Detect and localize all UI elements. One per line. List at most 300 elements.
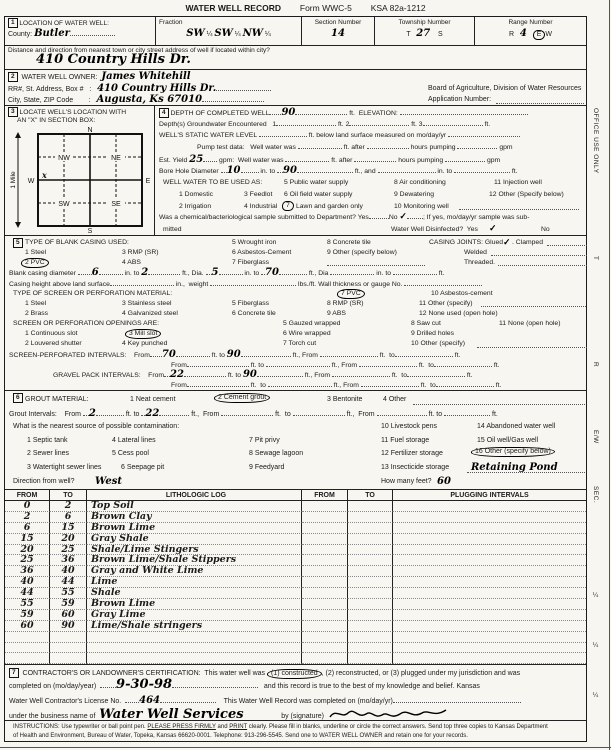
dotted-blank (259, 130, 307, 137)
plug-from-cell (302, 534, 348, 545)
handwritten-text: 90 (226, 348, 241, 360)
print-text: TYPE OF SCREEN OR PERFORATION MATERIAL: (13, 289, 173, 297)
litho-to-cell: 60 (50, 610, 87, 621)
margin-r-label: R (592, 362, 599, 368)
print-text: lbs./ft. Wall thickness or gauge No. (296, 280, 405, 288)
dotted-blank (78, 268, 92, 275)
plug-to-cell (348, 534, 393, 545)
township-cell (375, 17, 475, 45)
dotted-blank (221, 409, 273, 416)
print-text: Lawn and garden only (296, 202, 363, 210)
from2-header: FROM (302, 490, 348, 500)
litho-description-cell: Brown Lime (87, 599, 302, 610)
dotted-blank (176, 350, 210, 357)
dotted-blank (160, 696, 216, 703)
handwritten-text-large: 410 Country Hills Dr. (36, 52, 191, 67)
sw-quadrant-label: SW (58, 201, 70, 208)
dotted-blank (454, 166, 510, 173)
print-text: 9 Other (specify below) (327, 249, 397, 257)
print-text: 4 ABS (122, 259, 141, 267)
handwritten-text: 60 (437, 475, 451, 487)
print-text: CONTRACTOR'S OR LANDOWNER'S CERTIFICATION: This water well was (18, 670, 267, 677)
dotted-blank (125, 696, 139, 703)
margin-sec-label: SEC. (592, 486, 599, 504)
plug-to-cell (348, 555, 393, 566)
print-text: and this record is true to the best of my knowledge and belief. Kansas (258, 683, 480, 691)
litho-to-cell: 55 (50, 588, 87, 599)
dotted-blank (377, 409, 427, 416)
print-text: ft. ELEVATION: (347, 110, 400, 117)
dotted-blank (266, 360, 330, 367)
print-text: What is the nearest source of possible contamination: (13, 423, 180, 431)
gravel-pack-intervals-2 (9, 380, 586, 390)
pen-circled-option: 7 (282, 201, 294, 211)
print-text: 2 Louvered shutter (25, 340, 82, 348)
print-text: . Clamped (512, 239, 543, 246)
litho-description-cell: Brown Lime/Shale Stippers (87, 555, 302, 566)
handwritten-text: 25 (189, 153, 204, 165)
print-text: ft. after (341, 144, 367, 152)
east-label: E (145, 178, 151, 185)
print-text: 6 Wire wrapped (283, 330, 331, 338)
litho-table-row (5, 653, 586, 664)
litho-from-cell (5, 653, 50, 664)
print-text: Application Number: (428, 96, 492, 103)
plug-from-cell (302, 512, 348, 523)
litho-to-cell (50, 643, 87, 654)
dotted-blank (369, 212, 389, 219)
litho-from-cell: 40 (5, 577, 50, 588)
plug-to-cell (348, 610, 393, 621)
ne-quadrant-label: NE (111, 155, 121, 162)
range-label (478, 18, 583, 27)
litho-description-cell (87, 632, 302, 643)
print-text: Blank casing diameter (9, 270, 78, 278)
print-text: and (215, 724, 230, 730)
litho-to-cell (50, 653, 87, 664)
from-header: FROM (5, 490, 50, 500)
range-value (478, 27, 583, 43)
print-text: ft., and (352, 168, 378, 176)
dotted-blank (187, 360, 249, 367)
print-text: ft. (464, 371, 473, 379)
litho-from-cell: 59 (5, 610, 50, 621)
dotted-blank (361, 380, 419, 387)
plug-interval-cell (393, 512, 586, 523)
print-text: 9 Dewatering (394, 190, 435, 198)
print-text: 2 Brass (25, 309, 49, 317)
litho-description-cell: Gray Shale (87, 534, 302, 545)
mile-arrow-up (15, 132, 21, 138)
plug-interval-cell (393, 555, 586, 566)
litho-table-row (5, 643, 586, 654)
plug-interval-cell (393, 545, 586, 556)
litho-to-cell: 90 (50, 621, 87, 632)
print-text: Welded (464, 249, 489, 257)
print-text: LOCATION OF WATER WELL: (17, 20, 109, 27)
handwritten-text: 6 (91, 267, 99, 279)
dotted-blank (404, 279, 482, 286)
print-text: DEPTH OF COMPLETED WELL (168, 110, 270, 117)
fraction-cell (156, 17, 302, 45)
plug-interval-cell (393, 501, 586, 512)
print-text: T (406, 31, 417, 38)
litho-to-cell: 25 (50, 545, 87, 556)
nw-quadrant-label: NW (58, 155, 70, 162)
print-text: 9 Feedyard (249, 463, 285, 471)
table-body (5, 501, 586, 664)
pen-circled-option: 2 Cement grout (214, 393, 270, 403)
screen-perforated-intervals-2 (9, 360, 586, 370)
print-text: ft. to (389, 371, 407, 379)
plugging-intervals-header: PLUGGING INTERVALS (450, 492, 529, 499)
print-text: ft. to (209, 351, 227, 359)
print-text: Was a chemical/bacteriological sample submitted to Department? Yes (159, 214, 369, 222)
pump-test-line (159, 142, 586, 154)
litho-description-cell (87, 643, 302, 654)
dotted-blank (448, 130, 520, 137)
print-text: in., weight (173, 280, 211, 288)
dotted-blank (436, 380, 494, 387)
dotted-blank (477, 341, 587, 348)
print-text: 1 Septic tank (27, 436, 68, 444)
certification-line-4 (9, 707, 586, 723)
print-text: ft., From (331, 381, 361, 389)
print-text: 8 Concrete tile (327, 239, 371, 246)
print-text: ft. to (416, 361, 434, 369)
plug-to-cell (348, 653, 393, 664)
dotted-blank (148, 268, 180, 275)
dotted-blank (413, 398, 585, 405)
plug-to-cell (348, 577, 393, 588)
blank-casing-header-line (9, 238, 586, 248)
handwritten-text: Augusta, Ks 67010 (96, 94, 203, 105)
print-text: in. to (374, 270, 393, 278)
print-text: 8 Saw cut (411, 320, 441, 328)
dotted-blank (202, 95, 264, 102)
dotted-blank (216, 84, 271, 91)
print-text: 1 Neat cement (130, 396, 176, 403)
print-text: 7 Pit privy (249, 436, 280, 444)
dotted-blank (367, 142, 409, 149)
print-text: ft. (452, 351, 461, 359)
print-text: W (545, 31, 552, 38)
plug-interval-cell (393, 534, 586, 545)
fraction-value (159, 27, 298, 43)
dotted-blank (219, 268, 243, 275)
handwritten-text: 5 (211, 267, 219, 279)
print-text: From (171, 361, 187, 369)
handwritten-text: 90 (242, 368, 257, 380)
screen-perforated-intervals-1 (9, 350, 586, 360)
print-text: 12 None used (open hole) (419, 309, 498, 317)
form-title (0, 3, 611, 13)
handwritten-text: Butler (34, 28, 70, 39)
litho-description-cell: Lime (87, 577, 302, 588)
plug-to-cell (348, 643, 393, 654)
grout-material-line (9, 393, 586, 407)
print-text: by (signature) (269, 713, 328, 721)
margin-t-label: T (592, 256, 599, 261)
handwritten-text: 2 (88, 407, 96, 419)
handwritten-text: 70 (265, 267, 279, 279)
section-number-box: 1 (8, 18, 18, 28)
dotted-blank (359, 360, 417, 367)
print-text: How many feet? (381, 477, 434, 485)
office-use-only-label: OFFICE USE ONLY (592, 108, 599, 174)
litho-from-cell: 60 (5, 621, 50, 632)
dotted-blank (457, 142, 497, 149)
openings-options-2 (9, 339, 586, 349)
section-7-certification (5, 664, 586, 723)
litho-to-cell: 20 (50, 534, 87, 545)
dotted-blank (407, 370, 465, 377)
print-text: 10 Asbestos-cement (431, 289, 493, 297)
bold-print-text: WATER WELL RECORD (185, 3, 281, 13)
handwritten-text: 22 (170, 368, 184, 380)
casing-options-line-1 (9, 248, 586, 258)
margin-ew-label: E/W (592, 430, 599, 444)
handwritten-text: 90 (281, 107, 296, 118)
print-text: 5 Public water supply (284, 179, 349, 187)
print-text: 9 ABS (327, 309, 346, 317)
underlined-print-text: PLEASE PRESS FIRMLY (147, 724, 216, 730)
dotted-blank (96, 409, 124, 416)
print-text: Est. Yield (159, 156, 190, 164)
print-text: Grout Intervals: From (9, 410, 83, 418)
pen-checkmark: ✓ (489, 223, 497, 234)
section-box-diagram (5, 126, 155, 234)
print-text: 3 Bentonite (327, 396, 363, 403)
print-text: 3 RMP (SR) (122, 249, 159, 257)
print-text: WATER WELL OWNER: (17, 74, 102, 81)
dotted-blank (444, 409, 490, 416)
screen-material-options-1 (9, 299, 586, 309)
dotted-blank (184, 370, 226, 377)
scan-edge-right (609, 0, 610, 750)
print-text: Direction from well? (13, 477, 75, 485)
dotted-blank (481, 300, 586, 307)
dotted-blank (268, 380, 332, 387)
form-border (4, 16, 587, 742)
dotted-blank (100, 681, 116, 688)
litho-from-cell: 2 (5, 512, 50, 523)
print-text: ft., From (329, 361, 359, 369)
print-text: ft. to (225, 371, 243, 379)
print-text: AN "X" IN SECTION BOX: (17, 117, 96, 124)
print-text: 11 None (open hole) (499, 320, 561, 328)
litho-to-cell: 40 (50, 566, 87, 577)
plug-to-cell (348, 512, 393, 523)
litho-from-cell: 6 (5, 523, 50, 534)
print-text: 5 Fiberglass (232, 299, 270, 307)
print-text: Township Number (398, 19, 451, 26)
print-text: LOCATE WELL'S LOCATION WITH (17, 109, 127, 116)
print-text: of Health and Environment, Bureau of Water, Topeka, Kansas 66620-0001. Telephone: 913-296-5545. Send one to WATER WELL OWNER and retain one for your records. (13, 733, 468, 739)
plug-to-cell (348, 523, 393, 534)
dotted-blank (459, 203, 579, 210)
print-text: No (388, 214, 400, 222)
handwritten-text-large: 9-30-98 (116, 677, 173, 693)
print-text: 12 Other (Specify below) (489, 190, 564, 198)
margin-quarter-label-2: ¼ (592, 642, 599, 650)
print-text: GROUT MATERIAL: (25, 396, 89, 403)
dotted-blank (498, 259, 587, 266)
litho-from-cell (5, 643, 50, 654)
township-label (378, 18, 471, 27)
litho-description-cell: Gray and White Lime (87, 566, 302, 577)
print-text: 6 Asbestos-Cement (232, 249, 292, 257)
plug-from-cell (302, 555, 348, 566)
dotted-blank (393, 696, 521, 703)
plug-to-cell (348, 599, 393, 610)
print-text: 3 Stainless steel (122, 299, 172, 307)
print-text: Pump test data: Well water was (197, 144, 298, 152)
print-text: 8 RMP (SR) (327, 299, 364, 307)
section-1-location (5, 17, 586, 45)
print-text: Range Number (508, 19, 553, 26)
print-text: Threaded. (464, 259, 495, 267)
print-text: ft., Dia. (180, 270, 206, 278)
handwritten-text: SW (186, 28, 205, 39)
print-text: 6 Seepage pit (121, 463, 165, 471)
handwritten-text: West (95, 475, 123, 487)
plug-from-cell (302, 632, 348, 643)
dotted-blank (547, 239, 587, 246)
dotted-blank (378, 166, 436, 173)
dotted-blank (491, 249, 587, 256)
plug-from-cell (302, 610, 348, 621)
dotted-blank (297, 166, 353, 173)
print-text: SCREEN OR PERFORATION OPENINGS ARE: (13, 320, 160, 328)
dotted-blank (99, 268, 123, 275)
print-text: Section Number (314, 19, 362, 26)
print-text: 1 Continuous slot (25, 330, 78, 338)
print-text: 3 Watertight sewer lines (27, 463, 102, 471)
pen-circled-option: 16 Other (specify below) (471, 447, 555, 457)
print-text: 5 Gauzed wrapped (283, 320, 341, 328)
dotted-blank (70, 29, 115, 36)
print-text: in. to (258, 168, 278, 176)
dotted-blank (295, 108, 347, 115)
se-quadrant-label: SE (111, 201, 121, 208)
litho-description-cell: Brown Lime (87, 523, 302, 534)
print-text: Distance and direction from nearest town or city street address of well if located within city? (8, 47, 270, 54)
print-text: in. to (435, 168, 455, 176)
section-number-value (305, 27, 371, 43)
dotted-blank (298, 142, 342, 149)
pen-circled-option: 2 PVC (21, 258, 49, 268)
dotted-blank (327, 259, 425, 266)
dotted-blank (159, 409, 189, 416)
scan-edge-bottom (0, 747, 611, 748)
print-text: RR#, St. Address, Box # : (8, 85, 98, 93)
print-text: 1 Domestic (179, 190, 213, 198)
plug-interval-cell (393, 610, 586, 621)
dotted-blank (400, 108, 528, 115)
county-field (8, 27, 152, 43)
litho-to-cell: 2 (50, 501, 87, 512)
print-text: gpm (497, 144, 513, 152)
print-text: ft. (436, 270, 445, 278)
litho-table-row (5, 632, 586, 643)
dotted-blank (150, 350, 162, 357)
print-text: ft., From (290, 351, 320, 359)
one-mile-label: 1 Mile (10, 171, 17, 189)
plug-from-cell (302, 501, 348, 512)
pen-checkmark: ✓ (503, 238, 511, 248)
section-number-box: 7 (9, 668, 19, 678)
print-text: Fraction (159, 19, 183, 26)
handwritten-text: James Whitehill (101, 71, 191, 82)
plug-from-cell (302, 599, 348, 610)
well-use-header-line (159, 177, 586, 189)
print-text: ft. (493, 381, 502, 389)
litho-from-cell: 55 (5, 599, 50, 610)
print-text: , (2) reconstructed, or (3) plugged under my jurisdiction and was (321, 670, 521, 677)
print-text: 6 Concrete tile (232, 309, 276, 317)
underlined-print-text: PRINT (229, 724, 248, 730)
print-text: 5 Cess pool (112, 450, 149, 458)
print-text: 1 Steel (25, 299, 47, 307)
township-value (378, 27, 471, 43)
print-text: County: (8, 31, 35, 38)
lithologic-log-header: LITHOLOGIC LOG (87, 490, 302, 500)
openings-options-1 (9, 329, 586, 339)
print-text: ft. (510, 168, 518, 176)
handwritten-text: Retaining Pond (471, 461, 558, 473)
mile-arrow-down (15, 222, 21, 228)
print-text: Bore Hole Diameter (159, 168, 221, 176)
plug-interval-cell (393, 632, 586, 643)
print-text: City, State, ZIP Code : (8, 97, 97, 104)
casing-height-line (9, 279, 586, 289)
print-text: 4 Industrial (244, 202, 278, 210)
print-text: 4 Key punched (122, 340, 168, 348)
print-text: mitted (163, 225, 182, 233)
print-text: 8 Sewage lagoon (249, 450, 304, 458)
print-text: ft. below land surface measured on mo/day/yr (306, 132, 449, 140)
owner-city-line (8, 94, 583, 106)
print-text: ¼ (262, 31, 271, 38)
print-text: 13 Insecticide storage (381, 463, 450, 471)
to-header: TO (50, 490, 87, 500)
litho-table-row (5, 621, 586, 632)
instructions-line-1 (13, 723, 580, 732)
pen-checkmark: ✓ (399, 212, 407, 223)
section-number-box: 5 (13, 238, 23, 248)
print-text: ft. (482, 120, 491, 128)
dotted-blank (187, 380, 249, 387)
print-text: clearly. Please fill in blanks, underline or circle the correct answers. Send top three copies to Kansas Department (247, 724, 548, 730)
dotted-blank (354, 155, 396, 162)
dotted-blank (241, 166, 259, 173)
pen-circled-option: E (533, 30, 546, 40)
depth-of-completed-well-line (159, 107, 586, 119)
instructions-block (5, 720, 586, 743)
section-3-4-row (5, 106, 586, 236)
plug-from-cell (302, 653, 348, 664)
section-number-box: 4 (159, 108, 169, 118)
grout-intervals-line (9, 407, 586, 421)
litho-from-cell: 36 (5, 566, 50, 577)
gravel-pack-intervals-1 (9, 370, 586, 380)
pen-circled-option: 3 Mill slot (125, 329, 161, 339)
print-text: ft. 3 (409, 120, 423, 128)
print-text: under the business name of (9, 713, 100, 721)
handwritten-text: 2 (141, 267, 149, 279)
dotted-blank (241, 350, 291, 357)
